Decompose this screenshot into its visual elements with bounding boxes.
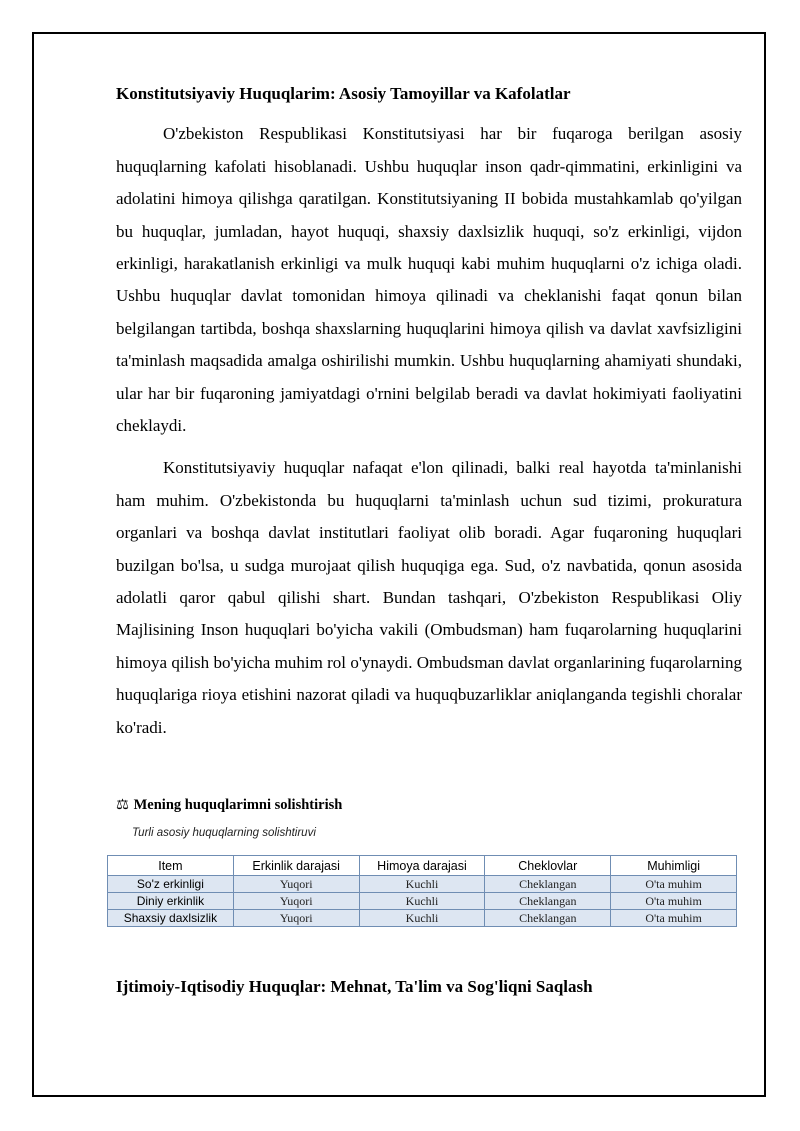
comparison-title-text: Mening huquqlarimni solishtirish: [133, 797, 343, 813]
table-row: [108, 910, 737, 927]
paragraph: Konstitutsiyaviy huquqlar nafaqat e'lon qilinadi, balki real hayotda ta'minlanishi ham muhim. O'zbekistonda bu huquqlarni ta'minlash uchun sud tizimi, prokuratura organlari va boshqa davlat institutlari faoliyat olib boradi. Agar fuqaroning huquqlari buzilgan bo'lsa, u sudga murojaat qilish huquqiga ega. Sud, o'z navbatida, qonun asosida adolatli qaror qabul qilishi shart. Bundan tashqari, O'zbekiston Respublikasi Oliy Majlisining Inson huquqlari bo'yicha vakili (Ombudsman) ham fuqarolarning huquqlarini himoya qilish bo'yicha muhim rol o'ynaydi. Ombudsman davlat organlarining fuqarolarning huquqlariga rioya etishini nazorat qiladi va huquqbuzarliklar aniqlanganda tegishli choralar ko'radi.: [116, 458, 742, 737]
comparison-table: [107, 855, 737, 927]
balance-scale-icon: ⚖: [116, 797, 129, 813]
table-row: [108, 893, 737, 910]
table-cell: O'ta muhim: [611, 893, 737, 910]
table-header-row: [108, 856, 737, 876]
table-cell: Yuqori: [233, 876, 359, 893]
table-cell: O'ta muhim: [611, 910, 737, 927]
table-cell: Yuqori: [233, 910, 359, 927]
paragraph: O'zbekiston Respublikasi Konstitutsiyasi har bir fuqaroga berilgan asosiy huquqlarning kafolati hisoblanadi. Ushbu huquqlar inson qadr-qimmatini, erkinligini va adolatini himoya qilishga qaratilgan. Konstitutsiyaning II bobida mustahkamlab qo'yilgan bu huquqlar, jumladan, hayot huquqi, shaxsiy daxlsizlik huquqi, so'z erkinligi, vijdon erkinligi, harakatlanish erkinligi va mulk huquqi kabi muhim huquqlarni o'z ichiga oladi. Ushbu huquqlar davlat tomonidan himoya qilinadi va cheklanishi faqat qonun bilan belgilangan tartibda, boshqa shaxslarning huquqlarini himoya qilish va davlat xavfsizligini ta'minlash maqsadida amalga oshirilishi mumkin. Ushbu huquqlarning ahamiyati shundaki, ular har bir fuqaroning jamiyatdagi o'rnini belgilab beradi va davlat hokimiyati faoliyatini cheklaydi.: [116, 124, 742, 436]
comparison-title: [116, 797, 342, 814]
table-cell: Yuqori: [233, 893, 359, 910]
column-header: Cheklovlar: [485, 856, 611, 876]
column-header: Erkinlik darajasi: [233, 856, 359, 876]
table-cell: Cheklangan: [485, 876, 611, 893]
table-cell: Cheklangan: [485, 893, 611, 910]
section-heading: Ijtimoiy-Iqtisodiy Huquqlar: Mehnat, Ta'lim va Sog'liqni Saqlash: [116, 977, 593, 996]
table-cell: Shaxsiy daxlsizlik: [108, 910, 234, 927]
table-row: [108, 876, 737, 893]
table-cell: So'z erkinligi: [108, 876, 234, 893]
column-header: Item: [108, 856, 234, 876]
section-heading: Konstitutsiyaviy Huquqlarim: Asosiy Tamoyillar va Kafolatlar: [116, 84, 571, 103]
table-cell: Kuchli: [359, 876, 485, 893]
column-header: Muhimligi: [611, 856, 737, 876]
table-cell: O'ta muhim: [611, 876, 737, 893]
table-cell: Diniy erkinlik: [108, 893, 234, 910]
table-cell: Cheklangan: [485, 910, 611, 927]
column-header: Himoya darajasi: [359, 856, 485, 876]
table-caption: Turli asosiy huquqlarning solishtiruvi: [132, 827, 316, 839]
document-body: [116, 84, 742, 996]
table-cell: Kuchli: [359, 893, 485, 910]
table-cell: Kuchli: [359, 910, 485, 927]
